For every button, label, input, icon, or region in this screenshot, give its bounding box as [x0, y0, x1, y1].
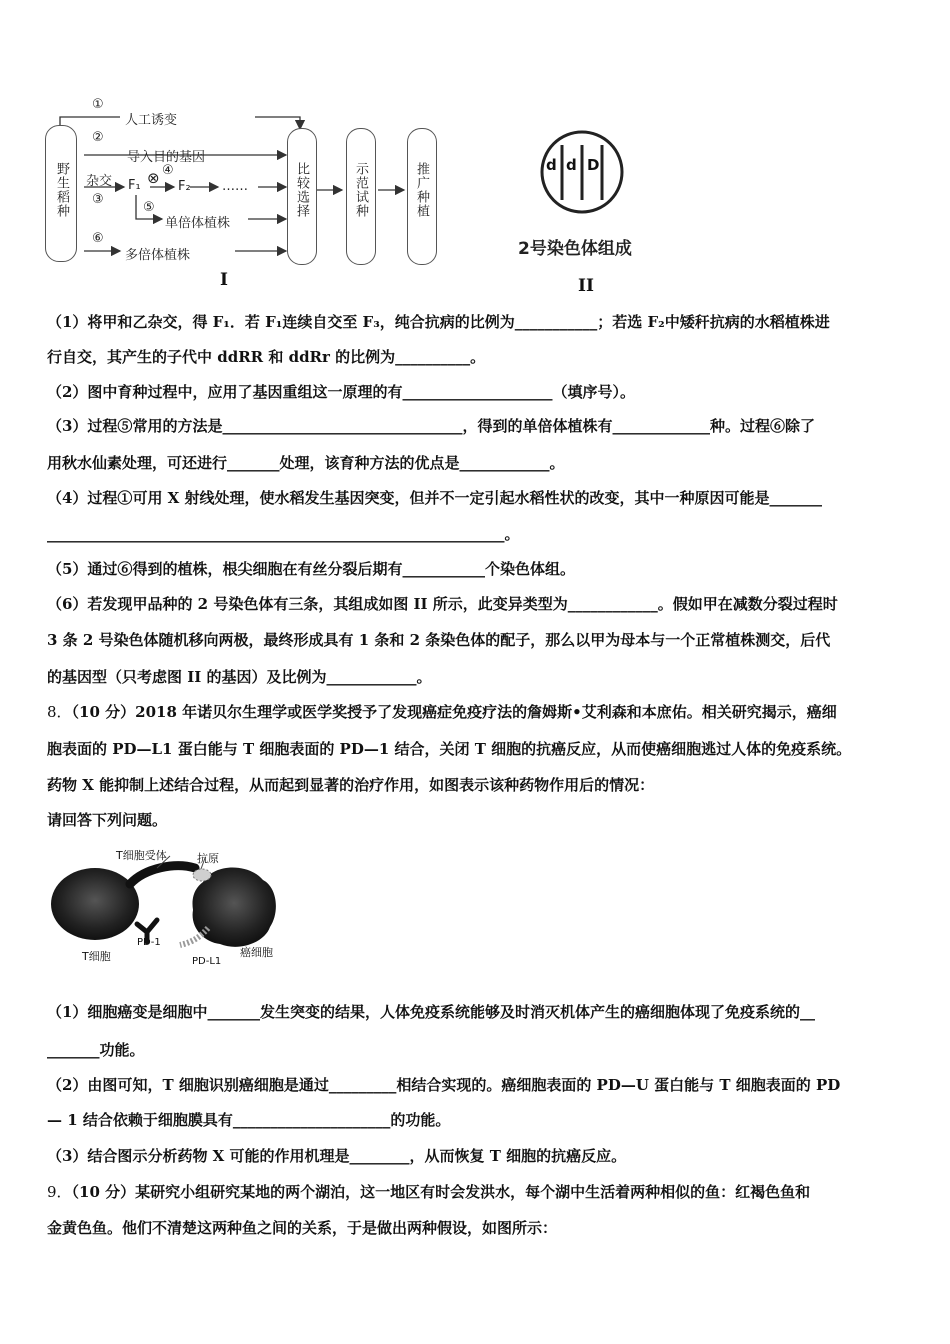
- q7-part5: （5）通过⑥得到的植株，根尖细胞在有丝分裂后期有___________个染色体组。: [47, 560, 575, 578]
- cancer-cell-label: 癌细胞: [240, 946, 273, 959]
- gene-d2: d: [566, 156, 577, 174]
- q8-intro-line2: 胞表面的 PD—L1 蛋白能与 T 细胞表面的 PD—1 结合，关闭 T 细胞的抗癌反应，从而使癌细胞逃过人体的免疫系统。: [47, 740, 852, 758]
- step-6-number: ⑥: [92, 231, 104, 246]
- q8-part2-line1: （2）由图可知，T 细胞识别癌细胞是通过_________相结合实现的。癌细胞表面的 PD—U 蛋白能与 T 细胞表面的 PD: [47, 1076, 841, 1094]
- q9-intro-line1: 9．（10 分）某研究小组研究某地的两个湖泊，这一地区有时会发洪水，每个湖中生活着两种相似的鱼：红褐色鱼和: [47, 1183, 811, 1201]
- step-1-label: 人工诱变: [125, 113, 178, 128]
- q8-part3: （3）结合图示分析药物 X 可能的作用机理是________，从而恢复 T 细胞的抗癌反应。: [47, 1147, 627, 1165]
- q8-part1-line1: （1）细胞癌变是细胞中_______发生突变的结果，人体免疫系统能够及时消灭机体产生的癌细胞体现了免疫系统的__: [47, 1003, 815, 1021]
- hybrid-label: 杂交: [86, 174, 113, 189]
- q7-part2: （2）图中育种过程中，应用了基因重组这一原理的有____________________（填序号）。: [47, 383, 635, 401]
- step-1-number: ①: [92, 97, 104, 112]
- step-3-number: ③: [92, 192, 104, 207]
- step-2-label: 导入目的基因: [127, 150, 206, 165]
- tcell-receptor-label: T细胞受体: [116, 849, 167, 862]
- q7-part6-line3: 的基因型（只考虑图 II 的基因）及比例为____________。: [47, 668, 432, 686]
- q8-prompt: 请回答下列问题。: [47, 811, 168, 829]
- promote-plant-label: 推广种植: [414, 162, 429, 218]
- q8-number: 8．: [47, 703, 72, 721]
- q7-part6-line2: 3 条 2 号染色体随机移向两极，最终形成具有 1 条和 2 条染色体的配子，那么以甲为母本与一个正常植株测交，后代: [47, 631, 831, 649]
- gene-D: D: [587, 156, 600, 174]
- wild-rice-label: 野生稻种: [54, 162, 69, 218]
- q7-part3-line2: 用秋水仙素处理，可还进行_______处理，该育种方法的优点是____________。: [47, 454, 565, 472]
- ellipsis: ……: [222, 179, 248, 194]
- q9-intro-line2: 金黄色鱼。他们不清楚这两种鱼之间的关系，于是做出两种假设，如图所示：: [47, 1219, 558, 1237]
- q7-part4-line1: （4）过程①可用 X 射线处理，使水稻发生基因突变，但并不一定引起水稻性状的改变，其中一种原因可能是_______: [47, 489, 823, 507]
- tcell-label: T细胞: [82, 950, 111, 963]
- chromosome-caption: 2号染色体组成: [518, 239, 632, 259]
- demo-trial-label: 示范试种: [353, 162, 368, 218]
- compare-select-label: 比较选择: [294, 162, 309, 218]
- pd1-label: PD-1: [137, 937, 161, 948]
- f1-label: F₁: [128, 178, 141, 193]
- q9-number: 9．: [47, 1183, 72, 1201]
- step-5-number: ⑤: [143, 200, 155, 215]
- chromosome-circle: [535, 130, 635, 220]
- step-2-number: ②: [92, 130, 104, 145]
- q7-part3-line1: （3）过程⑤常用的方法是________________________________，得到的单倍体植株有_____________种。过程⑥除了: [47, 417, 815, 435]
- q8-intro-line1: 8．（10 分）2018 年诺贝尔生理学或医学奖授予了发现癌症免疫疗法的詹姆斯•艾利森和本庶佑。相关研究揭示，癌细: [47, 703, 837, 721]
- q8-intro-line3: 药物 X 能抑制上述结合过程，从而起到显著的治疗作用，如图表示该种药物作用后的情况：: [47, 776, 655, 794]
- f2-label: F₂: [178, 179, 191, 194]
- q8-part1-line2: _______功能。: [47, 1041, 145, 1059]
- pdl1-label: PD-L1: [192, 956, 222, 967]
- q7-part1-line2: 行自交，其产生的子代中 ddRR 和 ddRr 的比例为__________。: [47, 348, 486, 366]
- q7-part6-line1: （6）若发现甲品种的 2 号染色体有三条，其组成如图 II 所示，此变异类型为____________。假如甲在减数分裂过程时: [47, 595, 838, 613]
- q7-part1-line1: （1）将甲和乙杂交，得 F₁．若 F₁连续自交至 F₃，纯合抗病的比例为___________；若选 F₂中矮秆抗病的水稻植株进: [47, 313, 830, 331]
- polyploid-label: 多倍体植株: [125, 248, 191, 263]
- step-4-number: ④: [162, 163, 174, 178]
- haploid-label: 单倍体植株: [165, 216, 231, 231]
- figure-II-label: II: [578, 276, 594, 296]
- figure-I-label: I: [220, 270, 228, 290]
- gene-d1: d: [546, 156, 557, 174]
- self-cross-symbol: ⊗: [147, 169, 160, 187]
- q8-part2-line2: — 1 结合依赖于细胞膜具有_____________________的功能。: [47, 1111, 451, 1129]
- antigen-label: 抗原: [197, 852, 219, 865]
- q7-part4-line2: _____________________________________________________________。: [47, 525, 520, 543]
